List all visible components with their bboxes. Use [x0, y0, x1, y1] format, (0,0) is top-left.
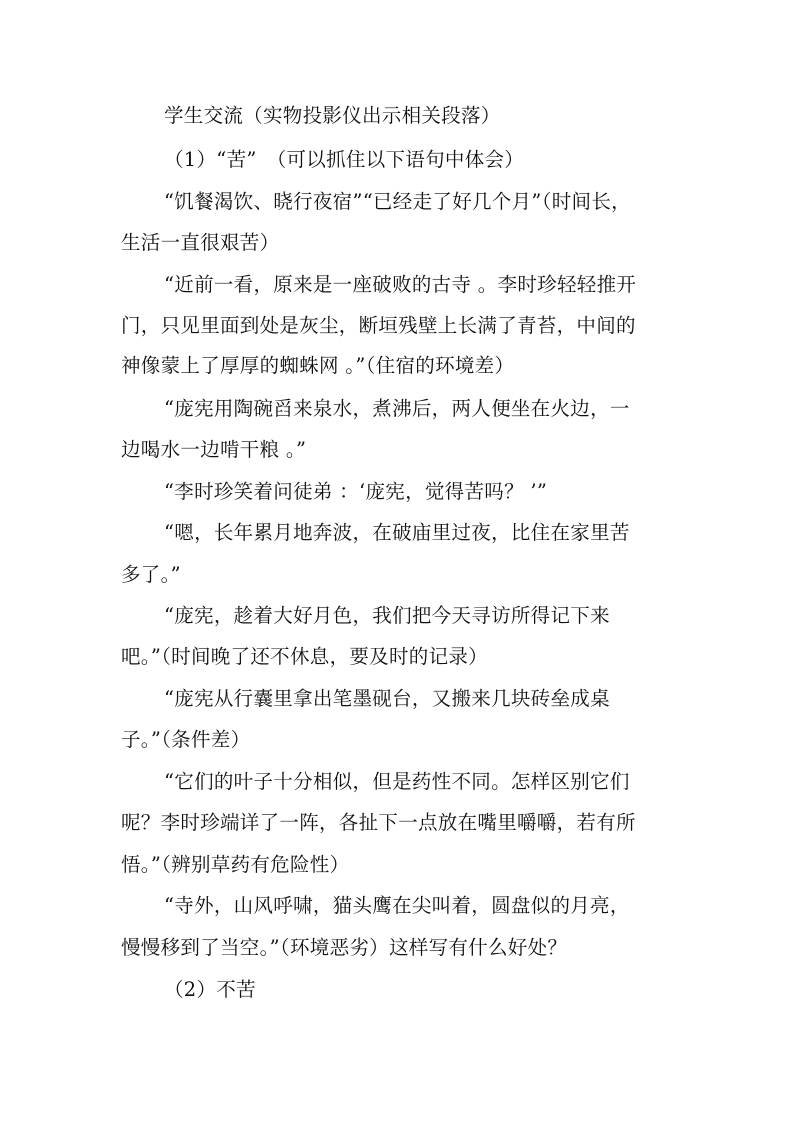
quote-line: “李时珍笑着问徒弟 ：‘庞宪，觉得苦吗？ ’”	[164, 480, 548, 503]
quote-line: “庞宪用陶碗舀来泉水，煮沸后，两人便坐在火边，一	[164, 397, 630, 420]
quote-line: 子。”（条件差）	[121, 728, 251, 751]
section-intro: 学生交流（实物投影仪出示相关段落）	[164, 104, 501, 127]
quote-line: “嗯，长年累月地奔波，在破庙里过夜，比住在家里苦	[164, 521, 630, 544]
quote-line: 悟。”（辨别草药有危险性）	[121, 853, 350, 876]
quote-line: “饥餐渴饮、晓行夜宿”“已经走了好几个月”（时间长，	[164, 190, 631, 213]
subheading-ku: （1）“苦” （可以抓住以下语句中体会）	[164, 148, 525, 171]
quote-line: “庞宪，趁着大好月色，我们把今天寻访所得记下来	[164, 604, 610, 627]
quote-line: 慢慢移到了当空。”（环境恶劣）这样写有什么好处？	[121, 936, 568, 959]
quote-line: “寺外，山风呼啸，猫头鹰在尖叫着，圆盘似的月亮，	[164, 894, 630, 917]
quote-line: 神像蒙上了厚厚的蜘蛛网 。”（住宿的环境差）	[121, 354, 515, 377]
quote-line: “它们的叶子十分相似，但是药性不同。怎样区别它们	[164, 770, 630, 793]
quote-line: 门，只见里面到处是灰尘，断垣残壁上长满了青苔，中间的	[121, 314, 636, 337]
quote-line: 吧。”（时间晚了还不休息，要及时的记录）	[121, 645, 488, 668]
subheading-bu-ku: （2）不苦	[164, 978, 256, 1001]
quote-line: 生活一直很艰苦）	[121, 231, 280, 254]
quote-line: “庞宪从行囊里拿出笔墨砚台，又搬来几块砖垒成桌	[164, 687, 610, 710]
quote-line: 边喝水一边啃干粮 。”	[121, 438, 307, 461]
quote-line: “近前一看，原来是一座破败的古寺 。李时珍轻轻推开	[164, 273, 637, 296]
quote-line: 多了。”	[121, 563, 181, 586]
quote-line: 呢？李时珍端详了一阵，各扯下一点放在嘴里嚼嚼，若有所	[121, 811, 636, 834]
